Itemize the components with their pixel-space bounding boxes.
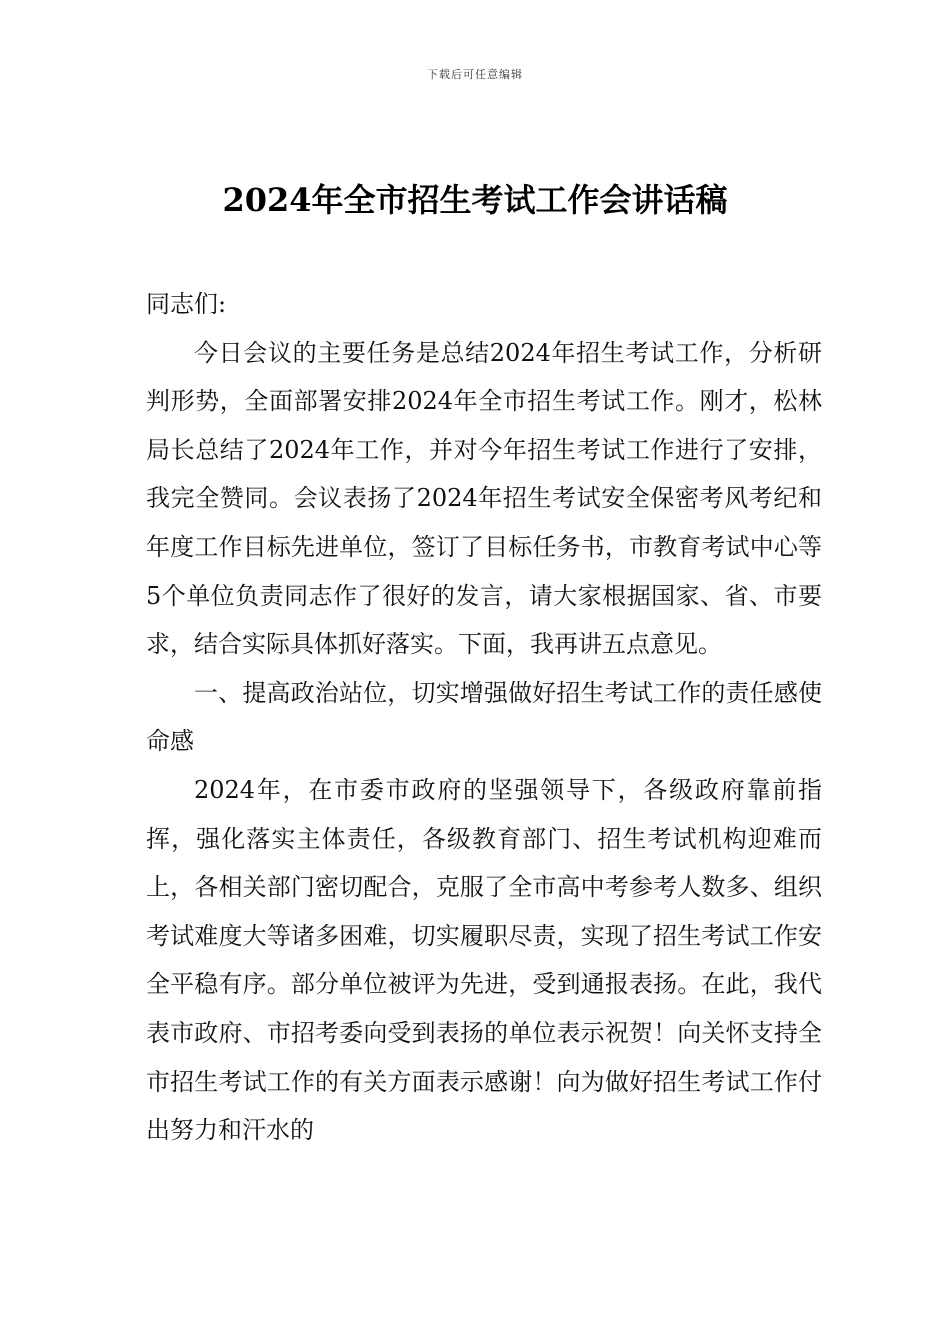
document-body [146,280,822,1155]
document-title: 2024年全市招生考试工作会讲话稿 [222,181,728,219]
salutation: 同志们: [146,290,227,318]
paragraph-1: 今日会议的主要任务是总结2024年招生考试工作，分析研判形势，全面部署安排2024年全市招生考试工作。刚才，松林局长总结了2024年工作，并对今年招生考试工作进行了安排，我完全赞同。会议表扬了2024年招生考试安全保密考风考纪和年度工作目标先进单位，签订了目标任务书，市教育考试中心等5个单位负责同志作了很好的发言，请大家根据国家、省、市要求，结合实际具体抓好落实。下面，我再讲五点意见。 [146,338,822,659]
paragraph-2: 2024年，在市委市政府的坚强领导下，各级政府靠前指挥，强化落实主体责任，各级教育部门、招生考试机构迎难而上，各相关部门密切配合，克服了全市高中考参考人数多、组织考试难度大等诸多困难，切实履职尽责，实现了招生考试工作安全平稳有序。部分单位被评为先进，受到通报表扬。在此，我代表市政府、市招考委向受到表扬的单位表示祝贺！向关怀支持全市招生考试工作的有关方面表示感谢！向为做好招生考试工作付出努力和汗水的 [146,775,822,1145]
page-header-note: 下载后可任意编辑 [427,68,523,81]
section-heading-1: 一、提高政治站位，切实增强做好招生考试工作的责任感使命感 [146,678,822,756]
